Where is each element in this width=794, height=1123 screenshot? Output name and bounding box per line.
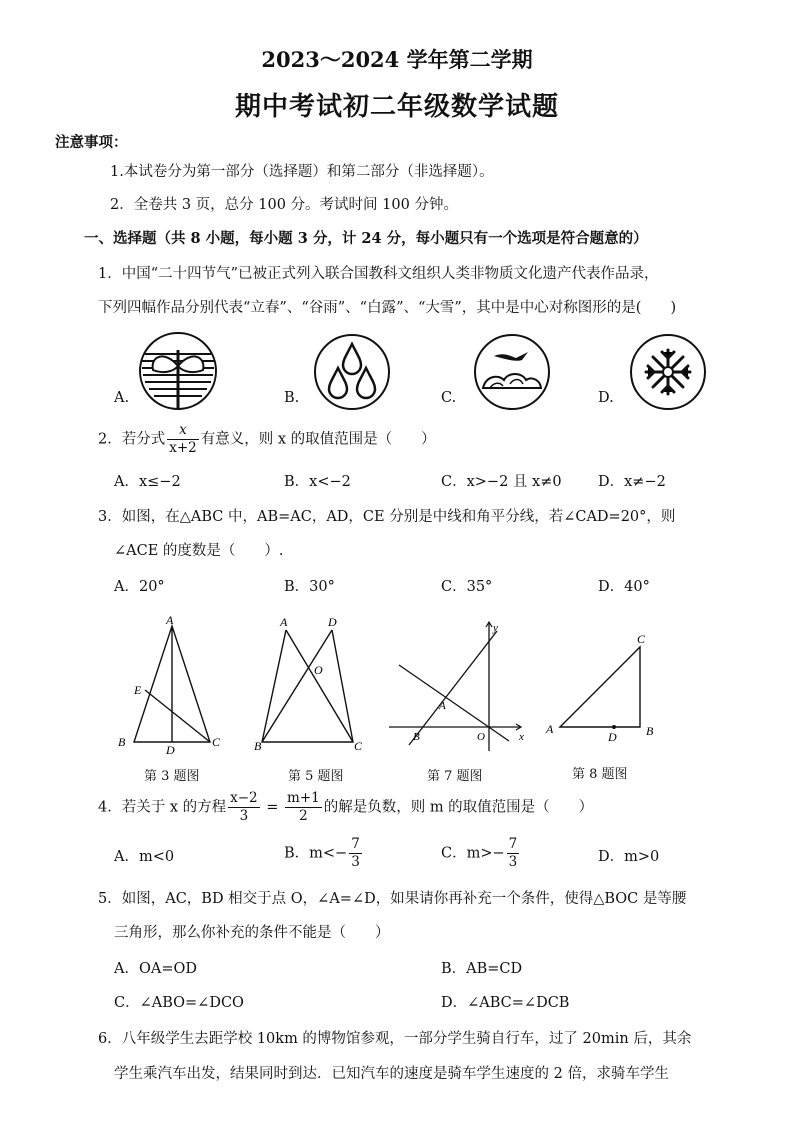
fig3-label-e: E — [134, 683, 142, 697]
q2-fraction-numerator: x — [167, 422, 199, 440]
fig7-label-b: B — [413, 731, 420, 743]
q4-left-denominator: 3 — [239, 808, 249, 824]
fig7-label-a: A — [439, 700, 446, 712]
q4-right-denominator: 2 — [299, 808, 308, 824]
q2-prefix: 2．若分式 — [98, 431, 166, 448]
caption-fig3: 第 3 题图 — [144, 769, 200, 784]
fig5-label-d: D — [328, 615, 337, 629]
q1-option-c: C. — [441, 390, 457, 406]
q4-option-b-fraction — [349, 836, 362, 871]
section-1-heading: 一、选择题（共 8 小题，每小题 3 分，计 24 分，每小题只有一个选项是符合题意的） — [84, 230, 648, 247]
fig3-label-b: B — [118, 735, 126, 749]
fig7-label-y: y — [493, 622, 498, 634]
q4-option-c-denominator: 3 — [508, 854, 518, 870]
fig3-label-c: C — [212, 735, 221, 749]
figure-q5-crossed-lines — [250, 612, 370, 757]
q4-option-b-prefix: B．m<− — [284, 845, 348, 862]
q3-option-a: A．20° — [114, 579, 165, 595]
q5-line1: 5．如图，AC，BD 相交于点 O，∠A=∠D，如果请你再补充一个条件，使得△BOC 是等腰 — [98, 891, 687, 907]
note-2: 2．全卷共 3 页，总分 100 分。考试时间 100 分钟。 — [110, 197, 458, 213]
lichun-emblem-image — [135, 328, 221, 414]
caption-fig8: 第 8 题图 — [572, 767, 628, 782]
q2-stem — [98, 422, 436, 457]
q2-suffix: 有意义，则 x 的取值范围是（ ） — [200, 431, 436, 448]
fig5-label-b: B — [254, 739, 262, 753]
notes-title: 注意事项： — [55, 134, 128, 151]
q4-stem — [98, 790, 593, 825]
q4-option-b-denominator: 3 — [351, 854, 360, 870]
q5-option-c: C．∠ABO=∠DCO — [114, 995, 244, 1011]
q4-option-c-numerator: 7 — [508, 836, 518, 852]
q4-option-b-numerator: 7 — [351, 836, 360, 852]
fig7-label-o: O — [477, 731, 485, 743]
q2-option-b: B．x<−2 — [284, 474, 351, 490]
q2-option-c: C．x>−2 且 x≠0 — [441, 474, 562, 490]
q6-line2: 学生乘汽车出发，结果同时到达．已知汽车的速度是骑车学生速度的 2 倍，求骑车学生 — [114, 1066, 669, 1082]
q5-option-a: A．OA=OD — [114, 961, 197, 977]
caption-fig7: 第 7 题图 — [427, 769, 483, 784]
fig8-label-c: C — [637, 632, 646, 646]
q4-prefix: 4．若关于 x 的方程 — [98, 799, 227, 816]
q5-option-d: D．∠ABC=∠DCB — [441, 995, 570, 1011]
q4-fraction-right — [285, 790, 322, 825]
fig8-label-a: A — [546, 722, 554, 736]
q5-option-b: B．AB=CD — [441, 961, 523, 977]
daxue-emblem-image — [626, 330, 710, 414]
exam-title: 期中考试初二年级数学试题 — [234, 92, 559, 122]
q4-equals: = — [266, 799, 279, 816]
q4-right-numerator: m+1 — [287, 790, 320, 806]
caption-fig5: 第 5 题图 — [288, 769, 344, 784]
q1-line2: 下列四幅作品分别代表“立春”、“谷雨”、“白露”、“大雪”，其中是中心对称图形的是( ) — [98, 300, 677, 316]
q4-option-c — [441, 836, 521, 871]
figure-q3-triangle — [110, 612, 230, 757]
q6-line1: 6．八年级学生去距学校 10km 的博物馆参观，一部分学生骑自行车，过了 20min 后，其余 — [98, 1031, 692, 1047]
q2-option-d: D．x≠−2 — [598, 474, 666, 490]
q2-fraction — [167, 422, 199, 457]
q2-option-a: A．x≤−2 — [114, 474, 181, 490]
q5-line2: 三角形，那么你补充的条件不能是（ ） — [114, 925, 390, 941]
bailu-emblem-image — [470, 330, 554, 414]
q3-option-d: D．40° — [598, 579, 650, 595]
q3-line1: 3．如图，在△ABC 中，AB=AC，AD，CE 分别是中线和角平分线，若∠CAD=20°，则 — [98, 509, 676, 525]
fig5-label-a: A — [280, 615, 288, 629]
exam-year-title: 2023～2024 学年第二学期 — [261, 47, 533, 72]
q3-option-c: C．35° — [441, 579, 493, 595]
q4-fraction-left — [228, 790, 260, 825]
q1-option-b: B. — [284, 390, 300, 406]
fig5-label-c: C — [354, 739, 363, 753]
fig3-label-d: D — [166, 743, 175, 757]
q4-option-c-fraction — [507, 836, 520, 871]
guyu-emblem-image — [310, 330, 394, 414]
q3-line2: ∠ACE 的度数是（ ）. — [114, 543, 284, 559]
q1-line1: 1．中国“二十四节气”已被正式列入联合国教科文组织人类非物质文化遗产代表作品录， — [98, 266, 659, 282]
fig5-label-o: O — [314, 663, 323, 677]
q4-left-numerator: x−2 — [230, 790, 258, 806]
fig3-label-a: A — [166, 613, 174, 627]
fig8-label-d: D — [608, 730, 617, 744]
note-1: 1.本试卷分为第一部分（选择题）和第二部分（非选择题）。 — [110, 164, 494, 180]
figure-q7-coordinate-lines — [385, 615, 530, 755]
figure-q8-right-triangle — [540, 625, 665, 745]
q4-option-a: A．m<0 — [114, 849, 175, 865]
fig8-label-b: B — [646, 724, 654, 738]
q1-option-d: D. — [598, 390, 614, 406]
q4-option-d: D．m>0 — [598, 849, 660, 865]
q1-option-a: A. — [114, 390, 130, 406]
q4-option-b — [284, 836, 364, 871]
q4-suffix: 的解是负数，则 m 的取值范围是（ ） — [323, 799, 594, 816]
q4-option-c-prefix: C．m>− — [441, 845, 505, 862]
fig7-label-x: x — [519, 731, 524, 743]
q3-option-b: B．30° — [284, 579, 335, 595]
q2-fraction-denominator: x+2 — [169, 440, 197, 456]
